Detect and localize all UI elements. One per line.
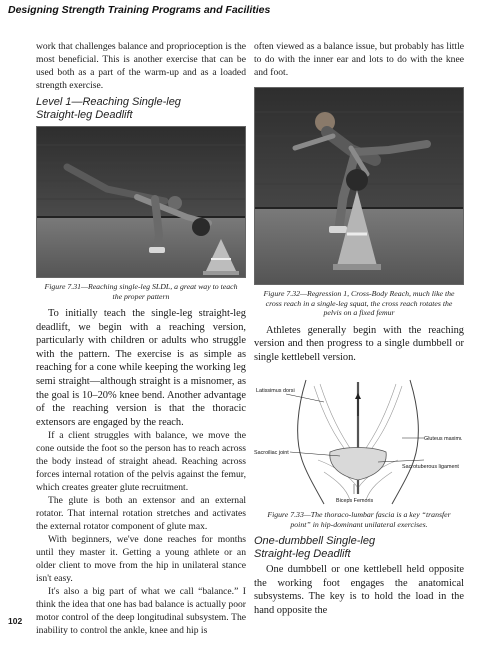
one-dumbbell-heading-line1: One-dumbbell Single-leg [254,535,376,548]
label-biceps-femoris: Biceps Femoris [336,498,374,505]
left-paragraph-1: To initially teach the single-leg straight-leg deadlift, we begin with a reaching version, particularly with children or adults who struggle with the pattern. The exercise is as simple as reaching for a cone while keeping the working leg semi straight—although straight is a misnomer, as the goal is 10–20% knee bend. Another advantage of the reaching version is that the thoracic extensors are engaged by the reach. [36,308,246,428]
right-column [254,40,464,618]
one-dumbbell-heading [254,535,464,561]
label-gluteus-maximus: Gluteus maximus [424,436,462,443]
right-intro-paragraph: often viewed as a balance issue, but probably has little to do with the inner ear and lots to do with the knee and foot. [254,41,464,78]
right-paragraph-1: Athletes generally begin with the reaching version and then progress to a single dumbbell or single kettlebell version. [254,324,464,363]
left-paragraph-2: If a client struggles with balance, we move the cone outside the foot so the person has to reach across the body instead of straight ahead. Reaching across forces internal rotation of the pelvis against the femur, which creates greater glute recruitment. [36,430,246,494]
figure-7-31-photo [36,126,246,278]
label-latissimus-dorsi: Latissimus dorsi [256,388,295,395]
left-paragraph-4: With beginners, we've done reaches for months until they master it. Getting a young athlete or an older client to move from the hip in unilateral stance isn't easy. [36,534,246,585]
level1-heading-line2: Straight-leg Deadlift [36,109,133,121]
label-sacrotuberous-ligament: Sacrotuberous ligament [402,464,459,471]
left-paragraph-3: The glute is both an extensor and an external rotator. That internal rotation stretches and activates the external rotator component of glute max. [36,495,246,533]
figure-7-31-caption: Figure 7.31—Reaching single-leg SLDL, a great way to teach the proper pattern [44,282,238,301]
figure-7-33-caption: Figure 7.33—The thoraco-lumbar fascia is a key “transfer point” in hip-dominant unilateral exercises. [267,510,451,529]
left-paragraph-5: It's also a big part of what we call “balance.” I think the idea that one has bad balance is actually poor motor control of the deep longitudinal subsystem. The inability to control the ankle, knee and hip is [36,586,246,637]
figure-7-32-caption: Figure 7.32—Regression 1, Cross-Body Reach, much like the cross reach in a single-leg squat, the cross reach rotates the pelvis on a fixed femur [263,289,455,317]
figure-7-33-illustration [254,376,462,506]
left-intro-paragraph: work that challenges balance and proprioception is the most beneficial. This is another exercise that can be used both as a part of the warm-up and as a loaded strength exercise. [36,41,246,91]
page-number: 102 [8,616,23,626]
running-head: Designing Strength Training Programs and Facilities [8,4,271,16]
right-paragraph-2: One dumbbell or one kettlebell held opposite the working foot engages the anatomical subsystems. The key is to hold the load in the hand opposite the [254,564,464,617]
level1-heading [36,96,246,122]
left-column [36,40,246,637]
figure-7-32-photo [254,87,464,285]
label-sacroiliac-joint: Sacroiliac joint [254,450,289,457]
level1-heading-line1: Level 1—Reaching Single-leg [36,96,181,108]
one-dumbbell-heading-line2: Straight-leg Deadlift [254,548,351,561]
